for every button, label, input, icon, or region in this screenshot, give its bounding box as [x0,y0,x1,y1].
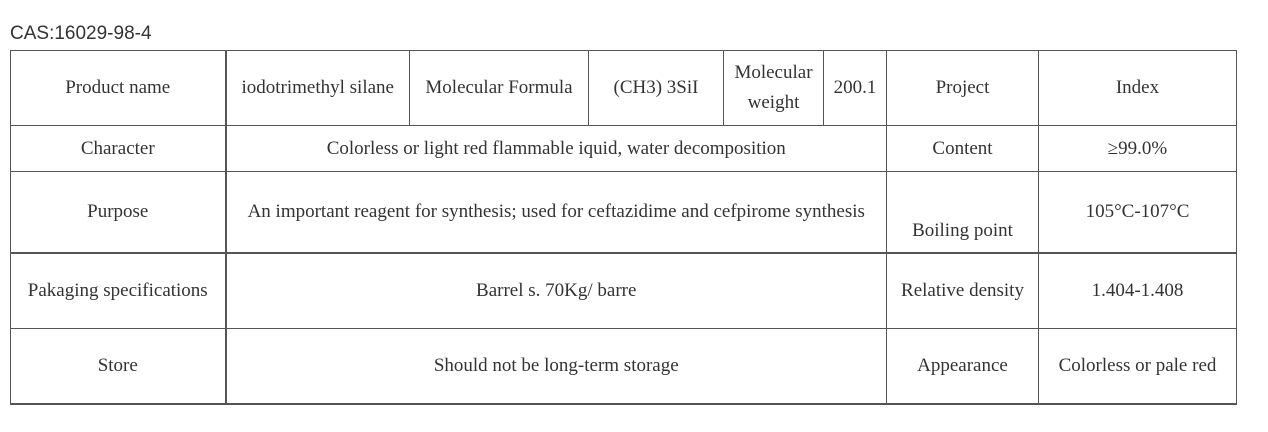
appearance-index: Colorless or pale red [1039,329,1237,405]
character-value: Colorless or light red flammable iquid, water decomposition [226,126,887,172]
molecular-weight-label: Molecular weight [724,51,824,126]
table-row-store [11,329,1237,405]
project-header: Project [887,51,1039,126]
store-label: Store [11,329,226,405]
character-label: Character [11,126,226,172]
product-spec-table [10,50,1237,405]
boiling-point-index: 105°C-107°C [1039,172,1237,254]
boiling-point-label: Boiling point [887,172,1039,254]
product-name-value: iodotrimethyl silane [226,51,410,126]
molecular-formula-value: (CH3) 3SiI [589,51,724,126]
molecular-weight-value: 200.1 [824,51,887,126]
content-index: ≥99.0% [1039,126,1237,172]
relative-density-label: Relative density [887,253,1039,329]
purpose-value: An important reagent for synthesis; used for ceftazidime and cefpirome synthesis [226,172,887,254]
table-row-product [11,51,1237,126]
index-header: Index [1039,51,1237,126]
store-value: Should not be long-term storage [226,329,887,405]
table-row-character [11,126,1237,172]
purpose-label: Purpose [11,172,226,254]
table-row-purpose [11,172,1237,254]
content-label: Content [887,126,1039,172]
packaging-label: Pakaging specifications [11,253,226,329]
cas-number: CAS:16029-98-4 [10,23,152,44]
table-row-packaging [11,253,1237,329]
product-name-label: Product name [11,51,226,126]
molecular-formula-label: Molecular Formula [410,51,589,126]
relative-density-index: 1.404-1.408 [1039,253,1237,329]
appearance-label: Appearance [887,329,1039,405]
packaging-value: Barrel s. 70Kg/ barre [226,253,887,329]
